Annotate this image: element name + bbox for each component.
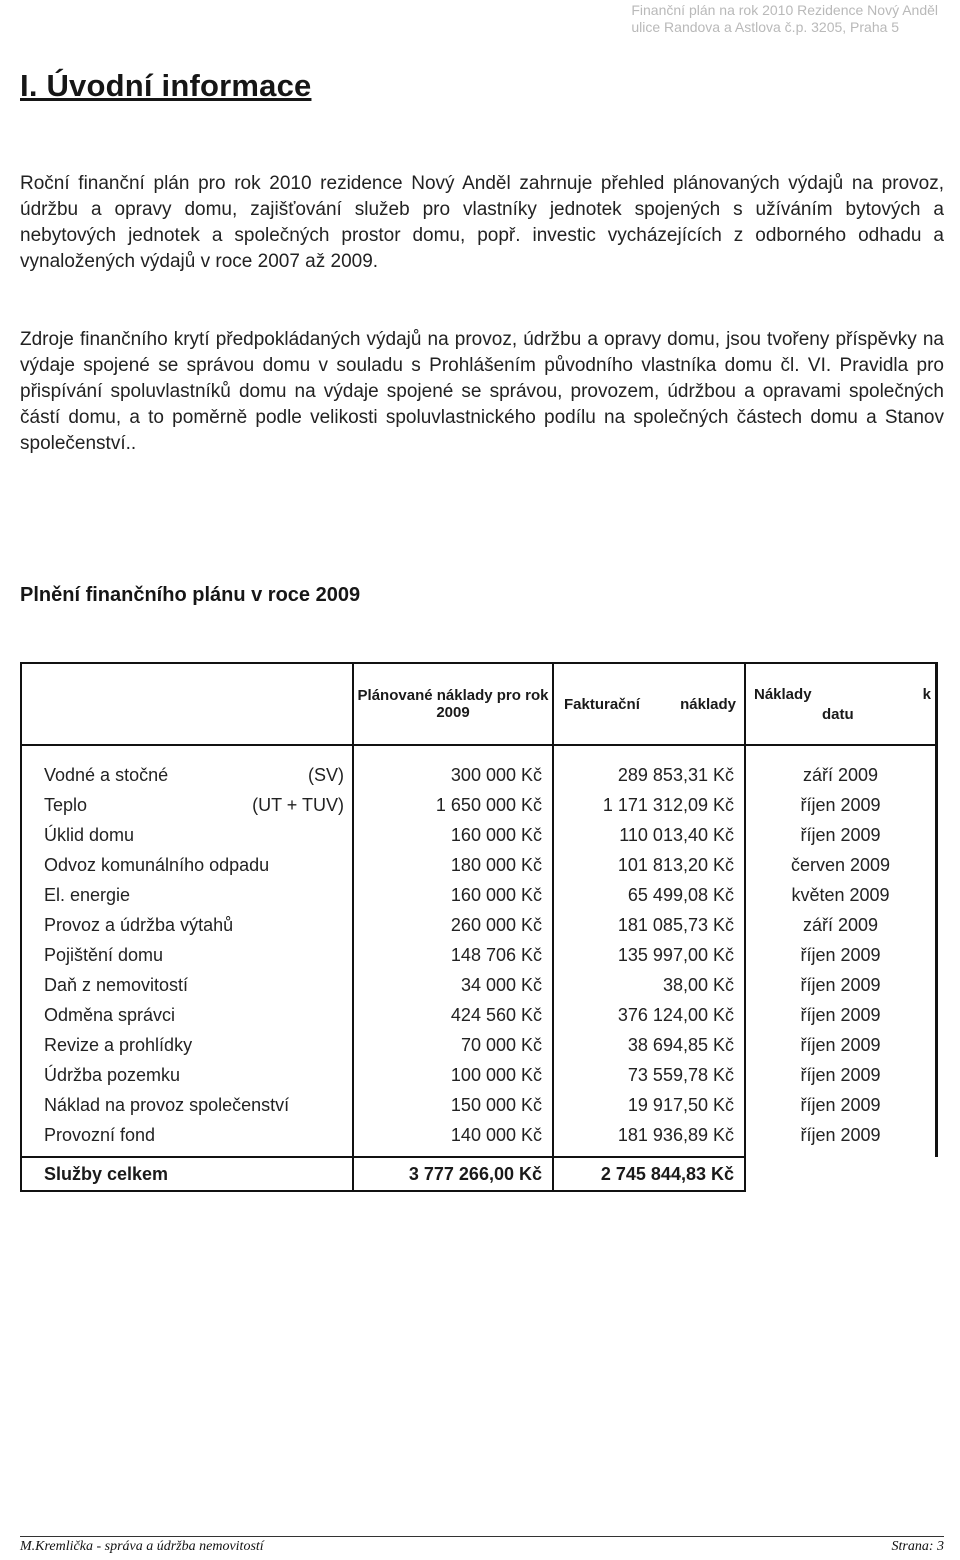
table-row: [21, 1090, 937, 1120]
row-category: [21, 910, 353, 940]
table-row: [21, 1120, 937, 1157]
row-date: říjen 2009: [745, 970, 937, 1000]
row-invoiced: 101 813,20 Kč: [553, 850, 745, 880]
row-planned: 148 706 Kč: [353, 940, 553, 970]
table-row: [21, 1060, 937, 1090]
row-date: říjen 2009: [745, 1060, 937, 1090]
row-date: říjen 2009: [745, 1000, 937, 1030]
row-planned: 180 000 Kč: [353, 850, 553, 880]
row-date: červen 2009: [745, 850, 937, 880]
funding-paragraph: Zdroje finančního krytí předpokládaných výdajů na provoz, údržbu a opravy domu, jsou tvořeny příspěvky na výdaje spojené se správou domu v souladu s Prohlášením původního vlastníka domu čl. VI. Pravidla pro přispívání spoluvlastníků domu na výdaje spojené se správou, provozem, údržbou a opravami společných částí domu, a to poměrně podle velikosti spoluvlastnického podílu na společných částech domu a Stanov společenství..: [20, 329, 944, 454]
row-date: září 2009: [745, 910, 937, 940]
row-date: říjen 2009: [745, 1030, 937, 1060]
table-row: [21, 940, 937, 970]
row-name: Daň z nemovitostí: [44, 974, 189, 995]
table-row: [21, 880, 937, 910]
table-row: [21, 745, 937, 790]
row-date: říjen 2009: [745, 940, 937, 970]
row-name: Údržba pozemku: [44, 1064, 181, 1085]
row-planned: 70 000 Kč: [353, 1030, 553, 1060]
row-category: [21, 970, 353, 1000]
row-name: El. energie: [44, 884, 131, 905]
header-date: [745, 663, 937, 745]
row-planned: 424 560 Kč: [353, 1000, 553, 1030]
total-planned: 3 777 266,00 Kč: [353, 1157, 553, 1191]
row-invoiced: 38,00 Kč: [553, 970, 745, 1000]
row-name: Teplo: [44, 794, 88, 815]
row-category: [21, 790, 353, 820]
row-planned: 140 000 Kč: [353, 1120, 553, 1157]
footer-company: M.Kremlička - správa a údržba nemovitostí: [20, 1539, 264, 1554]
table-row: [21, 970, 937, 1000]
row-category: [21, 745, 353, 790]
header-empty-cell: [21, 663, 353, 745]
row-category: [21, 1090, 353, 1120]
row-planned: 260 000 Kč: [353, 910, 553, 940]
header-invoiced-a: Fakturační: [564, 695, 640, 713]
header-planned: Plánované náklady pro rok 2009: [353, 663, 553, 745]
table-row: [21, 910, 937, 940]
row-invoiced: 181 085,73 Kč: [553, 910, 745, 940]
row-category: [21, 1060, 353, 1090]
table-header-row: [21, 663, 937, 745]
header-date-a: Náklady: [754, 686, 812, 703]
header-date-b: k: [922, 686, 931, 703]
row-invoiced: 38 694,85 Kč: [553, 1030, 745, 1060]
row-name: Úklid domu: [44, 824, 135, 845]
header-invoiced-b: náklady: [680, 695, 736, 713]
row-name: Náklad na provoz společenství: [44, 1094, 290, 1115]
row-note: (SV): [308, 764, 344, 785]
row-invoiced: 19 917,50 Kč: [553, 1090, 745, 1120]
row-date: říjen 2009: [745, 820, 937, 850]
row-date: říjen 2009: [745, 1120, 937, 1157]
row-date: září 2009: [745, 745, 937, 790]
row-invoiced: 181 936,89 Kč: [553, 1120, 745, 1157]
table-row: [21, 790, 937, 820]
document-header: [631, 2, 938, 36]
table-row: [21, 850, 937, 880]
row-name: Revize a prohlídky: [44, 1034, 193, 1055]
row-name: Odvoz komunálního odpadu: [44, 854, 270, 875]
row-planned: 160 000 Kč: [353, 880, 553, 910]
header-date-c: datu: [822, 706, 854, 723]
page-title: I. Úvodní informace: [20, 68, 312, 103]
intro-paragraph: Roční finanční plán pro rok 2010 rezidence Nový Anděl zahrnuje přehled plánovaných výdajů na provoz, údržbu a opravy domu, zajišťování služeb pro vlastníky jednotek spojených s užíváním bytových a nebytových jednotek a společných prostor domu, popř. investic vycházejících z odborného odhadu a vynaložených výdajů v roce 2007 až 2009.: [20, 173, 944, 272]
row-name: Provozní fond: [44, 1124, 156, 1145]
row-invoiced: 376 124,00 Kč: [553, 1000, 745, 1030]
row-invoiced: 1 171 312,09 Kč: [553, 790, 745, 820]
plan-fulfillment-table: [20, 662, 938, 1192]
total-label: Služby celkem: [21, 1157, 353, 1191]
table-total-row: [21, 1157, 937, 1191]
table-row: [21, 820, 937, 850]
row-category: [21, 1000, 353, 1030]
row-invoiced: 135 997,00 Kč: [553, 940, 745, 970]
total-invoiced: 2 745 844,83 Kč: [553, 1157, 745, 1191]
row-name: Provoz a údržba výtahů: [44, 914, 234, 935]
row-date: říjen 2009: [745, 790, 937, 820]
row-category: [21, 940, 353, 970]
row-planned: 160 000 Kč: [353, 820, 553, 850]
row-category: [21, 1030, 353, 1060]
total-empty: [745, 1157, 937, 1191]
section-title: Plnění finančního plánu v roce 2009: [20, 584, 361, 606]
row-note: (UT + TUV): [252, 794, 344, 815]
row-name: Pojištění domu: [44, 944, 164, 965]
footer-page-number: Strana: 3: [891, 1539, 944, 1554]
row-category: [21, 1120, 353, 1157]
table-row: [21, 1000, 937, 1030]
header-invoiced: [553, 663, 745, 745]
row-date: květen 2009: [745, 880, 937, 910]
row-planned: 100 000 Kč: [353, 1060, 553, 1090]
row-invoiced: 110 013,40 Kč: [553, 820, 745, 850]
page-footer: [20, 1536, 944, 1555]
row-invoiced: 73 559,78 Kč: [553, 1060, 745, 1090]
row-name: Odměna správci: [44, 1004, 176, 1025]
row-invoiced: 289 853,31 Kč: [553, 745, 745, 790]
header-line-1: Finanční plán na rok 2010 Rezidence Nový Anděl: [631, 2, 938, 18]
table-row: [21, 1030, 937, 1060]
row-category: [21, 820, 353, 850]
row-name: Vodné a stočné: [44, 764, 169, 785]
row-category: [21, 850, 353, 880]
row-category: [21, 880, 353, 910]
row-planned: 300 000 Kč: [353, 745, 553, 790]
row-planned: 150 000 Kč: [353, 1090, 553, 1120]
row-planned: 34 000 Kč: [353, 970, 553, 1000]
row-invoiced: 65 499,08 Kč: [553, 880, 745, 910]
header-line-2: ulice Randova a Astlova č.p. 3205, Praha 5: [631, 19, 900, 35]
row-date: říjen 2009: [745, 1090, 937, 1120]
row-planned: 1 650 000 Kč: [353, 790, 553, 820]
